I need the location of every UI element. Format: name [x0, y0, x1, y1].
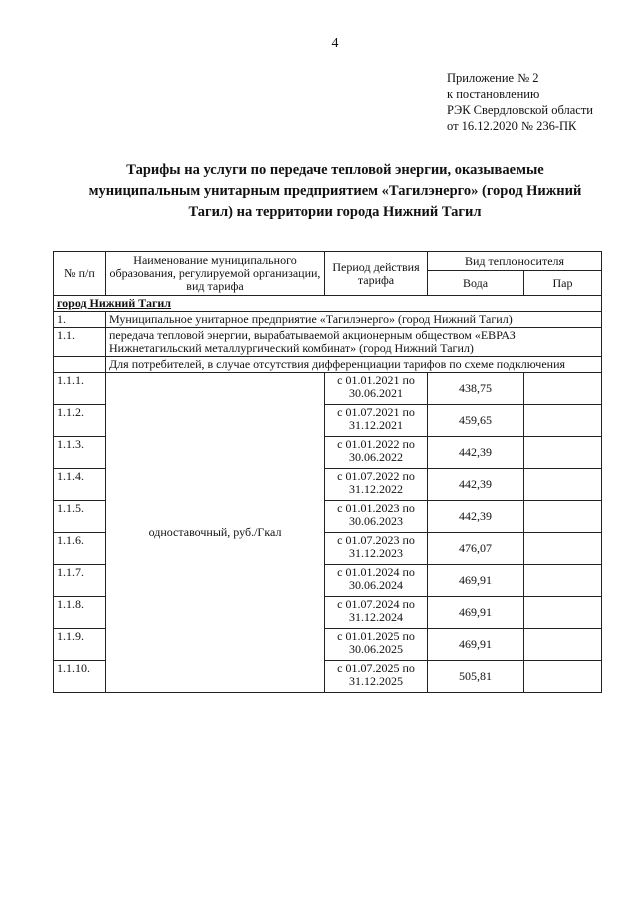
row-water: 469,91	[428, 597, 524, 629]
period-to: 30.06.2025	[349, 642, 403, 656]
table-row	[54, 373, 602, 405]
row-num: 1.1.9.	[54, 629, 106, 661]
header-row	[54, 252, 602, 271]
sub-row	[54, 328, 602, 357]
row-steam	[524, 437, 602, 469]
row-period	[325, 565, 428, 597]
page-number: 4	[331, 36, 339, 51]
row-period	[325, 533, 428, 565]
row-water: 442,39	[428, 437, 524, 469]
row-steam	[524, 661, 602, 693]
org-row	[54, 312, 602, 328]
city-row	[54, 296, 602, 312]
row-num: 1.1.10.	[54, 661, 106, 693]
period-to: 30.06.2022	[349, 450, 403, 464]
appendix-line: от 16.12.2020 № 236-ПК	[447, 119, 577, 133]
appendix-line: РЭК Свердловской области	[447, 103, 593, 117]
header-period: Период действия тарифа	[325, 252, 428, 296]
row-period	[325, 405, 428, 437]
row-num: 1.1.3.	[54, 437, 106, 469]
consumers-row	[54, 357, 602, 373]
row-water: 459,65	[428, 405, 524, 437]
period-from: с 01.07.2023 по	[337, 533, 415, 547]
period-from: с 01.07.2025 по	[337, 661, 415, 675]
row-steam	[524, 597, 602, 629]
row-steam	[524, 565, 602, 597]
document-title: Тарифы на услуги по передаче тепловой энергии, оказываемые муниципальным унитарным предприятием «Тагилэнерго» (город Нижний Тагил) на территории города Нижний Тагил	[88, 162, 582, 220]
row-num: 1.1.8.	[54, 597, 106, 629]
row-period	[325, 597, 428, 629]
row-num: 1.1.6.	[54, 533, 106, 565]
header-steam: Пар	[524, 271, 602, 296]
header-name: Наименование муниципального образования, регулируемой организации, вид тарифа	[106, 252, 325, 296]
consumers-num	[54, 357, 106, 373]
row-steam	[524, 405, 602, 437]
org-name: Муниципальное унитарное предприятие «Тагилэнерго» (город Нижний Тагил)	[106, 312, 602, 328]
period-from: с 01.01.2023 по	[337, 501, 415, 515]
row-water: 438,75	[428, 373, 524, 405]
row-steam	[524, 373, 602, 405]
tariff-table	[53, 251, 602, 693]
row-water: 469,91	[428, 565, 524, 597]
city-name: город Нижний Тагил	[57, 296, 172, 310]
period-from: с 01.01.2025 по	[337, 629, 415, 643]
period-to: 30.06.2023	[349, 514, 403, 528]
appendix-note	[447, 70, 593, 134]
header-num: № п/п	[54, 252, 106, 296]
period-to: 31.12.2023	[349, 546, 403, 560]
period-to: 31.12.2022	[349, 482, 403, 496]
row-water: 442,39	[428, 501, 524, 533]
row-period	[325, 501, 428, 533]
appendix-line: Приложение № 2	[447, 71, 539, 85]
period-from: с 01.07.2022 по	[337, 469, 415, 483]
period-to: 30.06.2024	[349, 578, 403, 592]
consumers-text: Для потребителей, в случае отсутствия дифференциации тарифов по схеме подключения	[106, 357, 602, 373]
row-steam	[524, 533, 602, 565]
row-num: 1.1.7.	[54, 565, 106, 597]
row-period	[325, 437, 428, 469]
row-period	[325, 373, 428, 405]
row-steam	[524, 469, 602, 501]
row-steam	[524, 501, 602, 533]
row-num: 1.1.4.	[54, 469, 106, 501]
header-water: Вода	[428, 271, 524, 296]
row-period	[325, 629, 428, 661]
period-from: с 01.01.2022 по	[337, 437, 415, 451]
period-from: с 01.07.2024 по	[337, 597, 415, 611]
appendix-line: к постановлению	[447, 87, 540, 101]
row-steam	[524, 629, 602, 661]
header-carrier: Вид теплоносителя	[428, 252, 602, 271]
period-from: с 01.01.2024 по	[337, 565, 415, 579]
period-from: с 01.01.2021 по	[337, 373, 415, 387]
sub-num: 1.1.	[54, 328, 106, 357]
row-num: 1.1.5.	[54, 501, 106, 533]
period-to: 30.06.2021	[349, 386, 403, 400]
sub-name: передача тепловой энергии, вырабатываемой акционерным обществом «ЕВРАЗ Нижнетагильский металлургический комбинат» (город Нижний Тагил)	[106, 328, 602, 357]
org-num: 1.	[54, 312, 106, 328]
row-water: 476,07	[428, 533, 524, 565]
row-water: 469,91	[428, 629, 524, 661]
period-to: 31.12.2021	[349, 418, 403, 432]
tariff-type: одноставочный, руб./Гкал	[106, 373, 325, 693]
period-from: с 01.07.2021 по	[337, 405, 415, 419]
row-water: 442,39	[428, 469, 524, 501]
row-period	[325, 661, 428, 693]
row-period	[325, 469, 428, 501]
row-water: 505,81	[428, 661, 524, 693]
period-to: 31.12.2024	[349, 610, 403, 624]
city-cell	[54, 296, 602, 312]
row-num: 1.1.2.	[54, 405, 106, 437]
row-num: 1.1.1.	[54, 373, 106, 405]
period-to: 31.12.2025	[349, 674, 403, 688]
